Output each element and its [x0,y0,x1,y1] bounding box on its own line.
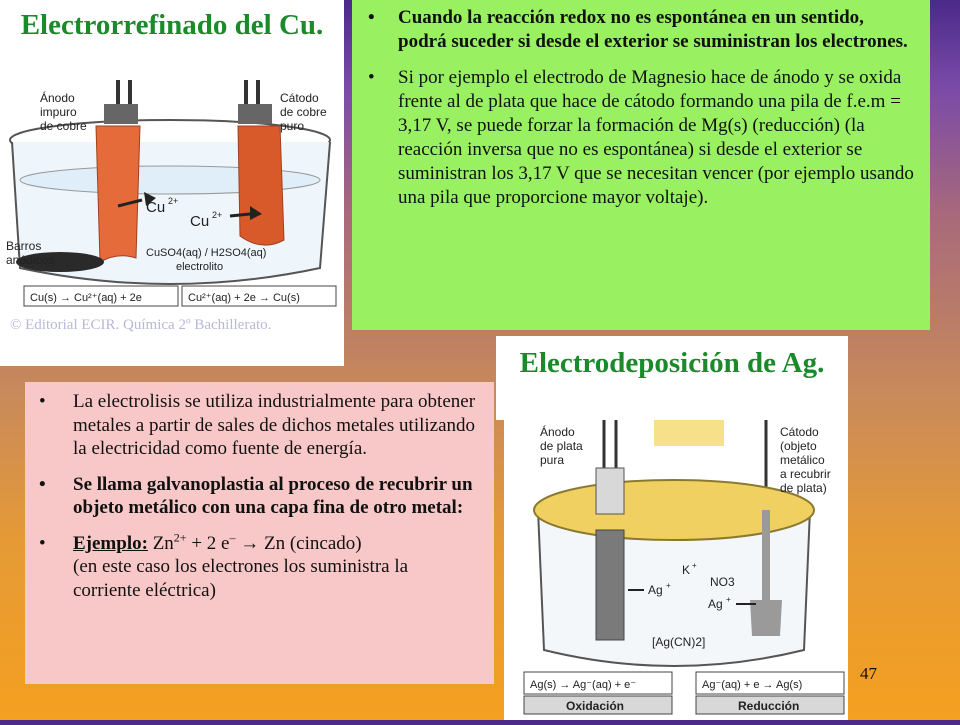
ag-anode-label-2: de plata [540,439,583,453]
cathode-label-3: puro [280,119,305,133]
mud-label-2: anódicos [6,253,55,267]
green-text-box [352,0,930,330]
cu-ion-label-2: Cu [190,213,210,230]
cu-ion-charge-2: 2+ [212,210,223,220]
electrolyte-label-1: CuSO4(aq) / H2SO4(aq) [146,247,267,259]
cu-figure-panel [0,0,344,366]
cu-electrolysis-diagram [0,0,344,366]
pink-item-2: • Se llama galvanoplastia al proceso de recubrir un objeto metálico con una capa fina de otro metal: [73,473,480,520]
pink-list [25,382,494,602]
mud-label-1: Barros [6,239,42,253]
ag-eq-left: Ag(s) → Ag⁻(aq) + e⁻ [530,679,637,691]
pink-text-box [25,382,494,684]
fork-cathode [762,510,770,600]
beaker-lid [534,480,814,540]
ag-anode-label-3: pura [540,453,565,467]
oxidation-label: Oxidación [566,699,625,713]
anode-label-1: Ánodo [40,91,75,105]
ag-figure-panel [504,420,848,720]
k-ion-label: K [682,563,691,577]
ag-eq-right: Ag⁻(aq) + e → Ag(s) [702,679,803,691]
example-note: (en este caso los electrones los suministra la corriente eléctrica) [73,556,409,601]
ag-cathode-label-2: (objeto [780,439,817,453]
ag-electrolysis-diagram [504,420,848,720]
silver-anode [596,530,624,640]
eq-zn: Zn [152,532,174,554]
eq-zn-charge: 2+ [173,530,187,545]
cu-ion-charge-1: 2+ [168,196,179,206]
eq-electrons: + 2 e [186,532,230,554]
anode-plate [96,126,140,262]
anode-label-2: impuro [40,105,77,119]
anode-label-3: de cobre [40,119,87,133]
k-ion-charge: + [692,561,697,570]
reduction-label: Reducción [738,699,800,713]
complex-label: [Ag(CN)2] [652,635,706,649]
ag-cathode-label-1: Cátodo [780,425,819,439]
ag-ion-charge-1: + [666,581,671,590]
eq-electron-charge: – [229,530,236,545]
image-credit: © Editorial ECIR. Química 2º Bachillerato. [10,317,272,333]
ag-ion-label-1: Ag [648,583,663,597]
power-source [654,420,724,446]
electrolyte-label-2: electrolito [176,261,224,273]
eq-product: → Zn (cincado) [235,532,362,554]
example-label: Ejemplo: [73,532,148,554]
ag-cathode-label-3: metálico [780,453,825,467]
cathode-plate [238,126,284,245]
green-list [352,0,930,210]
ag-ion-charge-2: + [726,595,731,604]
green-item-2: • Si por ejemplo el electrodo de Magnesio hace de ánodo y se oxida frente al de plata que hace de cátodo formando una pila de f.e.m = 3,17 V, se puede forzar la formación de Mg(s) (reducción) (la reacción inversa que no es espontánea) si desde el exterior se suministran los 3,17 V que se necesitan vencer (por ejemplo usando una pila que proporcione mayor voltaje). [398,66,916,210]
cathode-label-1: Cátodo [280,91,319,105]
ag-title: Electrodeposición de Ag. [519,347,825,379]
page-number: 47 [860,664,877,683]
cu-eq-right: Cu²⁺(aq) + 2e → Cu(s) [188,292,300,304]
ag-cathode-label-4: a recubrir [780,467,831,481]
pink-item-3 [73,532,480,603]
green-item-1: • Cuando la reacción redox no es espontánea en un sentido, podrá suceder si desde el exterior se suministran los electrones. [398,6,916,54]
ag-cathode-label-5: de plata) [780,481,827,495]
cu-eq-left: Cu(s) → Cu²⁺(aq) + 2e [30,292,142,304]
cathode-label-2: de cobre [280,105,327,119]
no3-label: NO3 [710,575,735,589]
cu-ion-label-1: Cu [146,199,166,216]
pink-item-1: • La electrolisis se utiliza industrialmente para obtener metales a partir de sales de dichos metales utilizando la electricidad como fuente de energía. [73,390,480,461]
cu-title: Electrorrefinado del Cu. [20,9,324,41]
ag-ion-label-2: Ag [708,597,723,611]
ag-anode-label-1: Ánodo [540,425,575,439]
